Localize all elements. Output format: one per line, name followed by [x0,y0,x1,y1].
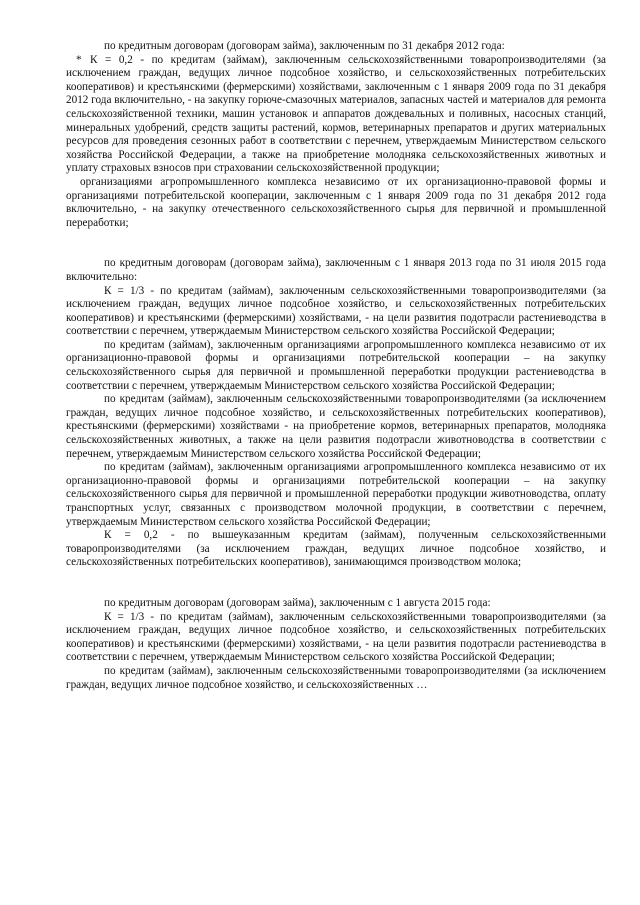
section1-paragraph-agro-organizations: организациями агропромышленного комплекса независимо от их организационно-правовой формы и организациями потребительской кооперации, заключенным с 1 января 2009 года по 31 декабря 2012 года включительно, - на закупку отечественного сельскохозяйственного сырья для первичной и промышленной переработки; [66,175,606,229]
section3-heading: по кредитным договорам (договорам займа), заключенным с 1 августа 2015 года: [104,596,491,609]
section1-heading: по кредитным договорам (договорам займа), заключенным по 31 декабря 2012 года: [104,40,505,52]
section1-paragraph-k-0-2-text: К = 0,2 - по кредитам (займам), заключенным сельскохозяйственными товаропроизводителями (за исключением граждан, ведущих личное подсобное хозяйство, и сельскохозяйственных потребительских кооперативов) и крестьянскими (фермерскими) хозяйствами, заключенным с 1 января 2009 года по 31 декабря 2012 года включительно, - на закупку горюче-смазочных материалов, запасных частей и материалов для ремонта сельскохозяйственной техники, машин установок и аппаратов дождевальных и поливных, насосных станций, минеральных удобрений, средств защиты растений, кормов, ветеринарных препаратов и других материальных ресурсов для проведения сезонных работ в соответствии с перечнем, утверждаемым Министерством сельского хозяйства Российской Федерации, а также на приобретение молодняка сельскохозяйственных животных и уплату страховых взносов при страховании сельскохозяйственной продукции; [66,53,606,175]
document-page [66,40,606,692]
section2-paragraph-livestock-raw-materials: по кредитам (займам), заключенным организациями агропромышленного комплекса независимо от их организационно-правовой формы и организациями потребительской кооперации – на закупку сельскохозяйственного сырья для первичной и промышленной переработки продукции животноводства, оплату транспортных услуг, связанных с производством молочной продукции, в соответствии с перечнем, утверждаемым Министерством сельского хозяйства Российской Федерации; [66,461,606,528]
section1-paragraph-k-0-2 [66,54,606,176]
section3-paragraph-k-1-3: К = 1/3 - по кредитам (займам), заключенным сельскохозяйственными товаропроизводителями (за исключением граждан, ведущих личное подсобное хозяйство, и сельскохозяйственных потребительских кооперативов) и крестьянскими (фермерскими) хозяйствами, - на цели развития подотрасли растениеводства в соответствии с перечнем, утверждаемым Министерством сельского хозяйства Российской Федерации; [66,610,606,664]
bullet-marker: * [76,53,82,66]
section2-heading: по кредитным договорам (договорам займа), заключенным с 1 января 2013 года по 31 июля 2015 года включительно: [66,257,606,283]
section-gap [66,230,606,257]
section2-paragraph-plant-raw-materials: по кредитам (займам), заключенным организациями агропромышленного комплекса независимо от их организационно-правовой формы и организациями потребительской кооперации – на закупку сельскохозяйственного сырья для первичной и промышленной переработки продукции растениеводства в соответствии с перечнем, утверждаемым Министерством сельского хозяйства Российской Федерации; [66,338,606,392]
section2-paragraph-k-1-3: К = 1/3 - по кредитам (займам), заключенным сельскохозяйственными товаропроизводителями (за исключением граждан, ведущих личное подсобное хозяйство, и сельскохозяйственных потребительских кооперативов) и крестьянскими (фермерскими) хозяйствами, - на цели развития подотрасли растениеводства в соответствии с перечнем, утверждаемым Министерством сельского хозяйства Российской Федерации; [66,284,606,338]
section3-paragraph-credits: по кредитам (займам), заключенным сельскохозяйственными товаропроизводителями (за исключением граждан, ведущих личное подсобное хозяйство, и сельскохозяйственных … [66,664,606,691]
section-gap [66,570,606,597]
section2-paragraph-k-0-2-milk: К = 0,2 - по вышеуказанным кредитам (займам), полученным сельскохозяйственными товаропроизводителями (за исключением граждан, ведущих личное подсобное хозяйство, и сельскохозяйственных потребительских кооперативов), занимающимся производством молока; [66,529,606,569]
section2-paragraph-livestock: по кредитам (займам), заключенным сельскохозяйственными товаропроизводителями (за исключением граждан, ведущих личное подсобное хозяйство, и сельскохозяйственных потребительских кооперативов), крестьянскими (фермерскими) хозяйствами - на приобретение кормов, ветеринарных препаратов, молодняка сельскохозяйственных животных, а также на цели развития подотрасли животноводства в соответствии с перечнем, утверждаемым Министерством сельского хозяйства Российской Федерации; [66,393,606,460]
